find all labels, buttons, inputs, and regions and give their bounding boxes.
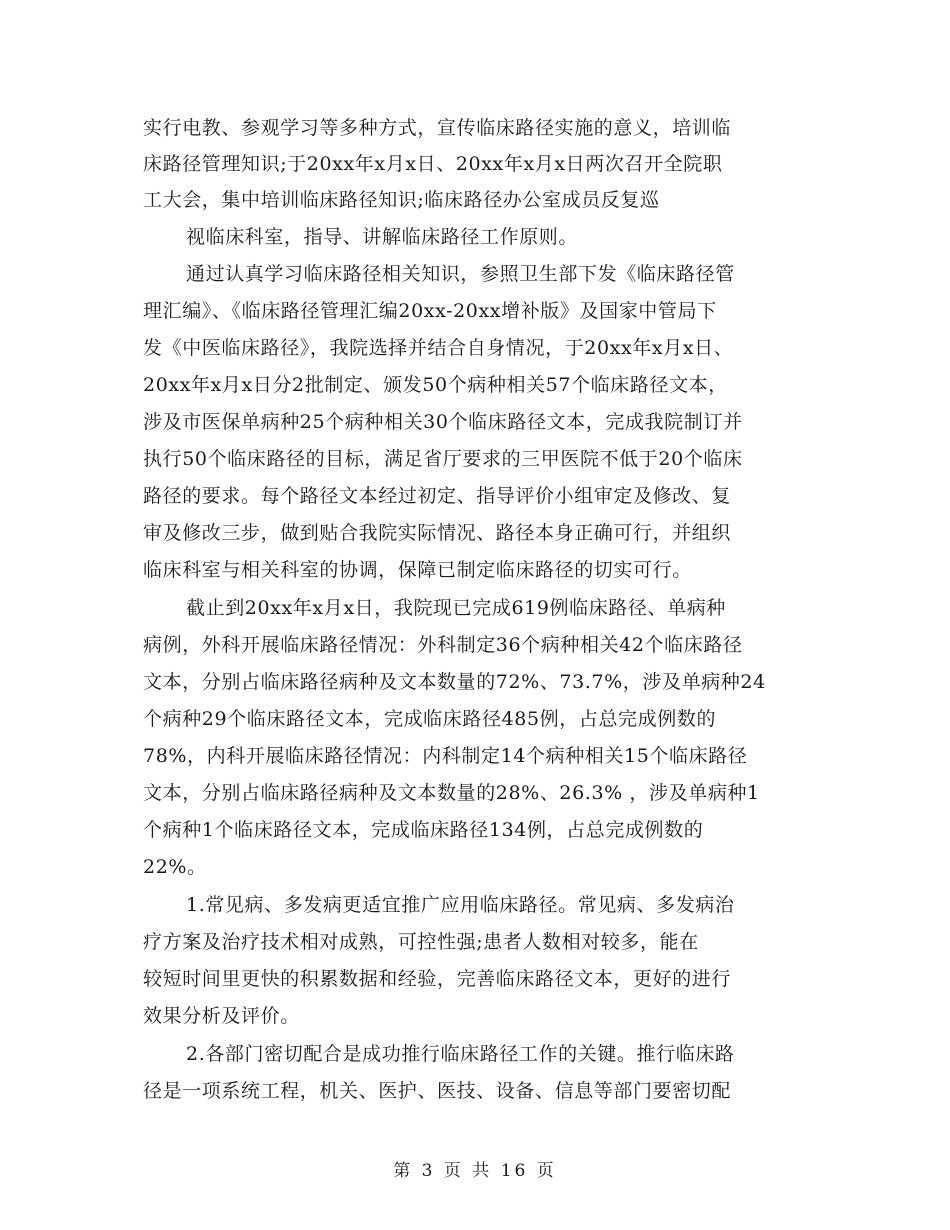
text-line: 实行电教、参观学习等多种方式，宣传临床路径实施的意义，培训临	[143, 117, 732, 139]
text-line: 78%，内科开展临床路径情况：内科制定14个病种相关15个临床路径	[143, 745, 748, 767]
text-line: 病例，外科开展临床路径情况：外科制定36个病种相关42个临床路径	[143, 634, 743, 656]
text-line: 工大会，集中培训临床路径知识;临床路径办公室成员反复巡	[143, 189, 660, 211]
text-line: 涉及市医保单病种25个病种相关30个临床路径文本，完成我院制订并	[143, 411, 743, 433]
text-line: 审及修改三步，做到贴合我院实际情况、路径本身正确可行，并组织	[143, 522, 732, 544]
page-footer: 第 3 页 共 16 页	[393, 1161, 557, 1181]
text-line: 个病种29个临床路径文本，完成临床路径485例，占总完成例数的	[143, 708, 717, 730]
paragraph-start: 截止到20xx年x月x日，我院现已完成619例临床路径、单病种	[186, 597, 726, 619]
text-line: 临床科室与相关科室的协调，保障已制定临床路径的切实可行。	[143, 559, 692, 581]
text-line: 视临床科室，指导、讲解临床路径工作原则。	[186, 226, 579, 248]
text-line: 较短时间里更快的积累数据和经验，完善临床路径文本，更好的进行	[143, 968, 732, 990]
text-line: 床路径管理知识;于20xx年x月x日、20xx年x月x日两次召开全院职	[143, 153, 723, 175]
text-line: 文本，分别占临床路径病种及文本数量的72%、73.7%，涉及单病种24	[143, 671, 766, 693]
paragraph-start: 2.各部门密切配合是成功推行临床路径工作的关键。推行临床路	[186, 1043, 735, 1065]
text-line: 22%。	[143, 856, 207, 878]
text-line: 理汇编》、《临床路径管理汇编20xx-20xx增补版》及国家中管局下	[143, 300, 717, 322]
text-line: 疗方案及治疗技术相对成熟，可控性强;患者人数相对较多，能在	[143, 931, 699, 953]
text-line: 20xx年x月x日分2批制定、颁发50个病种相关57个临床路径文本，	[143, 374, 728, 396]
paragraph-start: 1.常见病、多发病更适宜推广应用临床路径。常见病、多发病治	[186, 894, 735, 916]
paragraph-start: 通过认真学习临床路径相关知识，参照卫生部下发《临床路径管	[186, 263, 735, 285]
text-line: 路径的要求。每个路径文本经过初定、指导评价小组审定及修改、复	[143, 485, 732, 507]
text-line: 个病种1个临床路径文本，完成临床路径134例，占总完成例数的	[143, 819, 704, 841]
text-line: 执行50个临床路径的目标，满足省厅要求的三甲医院不低于20个临床	[143, 448, 743, 470]
text-line: 发《中医临床路径》，我院选择并结合自身情况，于20xx年x月x日、	[143, 337, 734, 359]
text-line: 文本，分别占临床路径病种及文本数量的28%、26.3% ，涉及单病种1	[143, 782, 760, 804]
text-line: 效果分析及评价。	[143, 1005, 300, 1027]
text-line: 径是一项系统工程，机关、医护、医技、设备、信息等部门要密切配	[143, 1080, 732, 1102]
